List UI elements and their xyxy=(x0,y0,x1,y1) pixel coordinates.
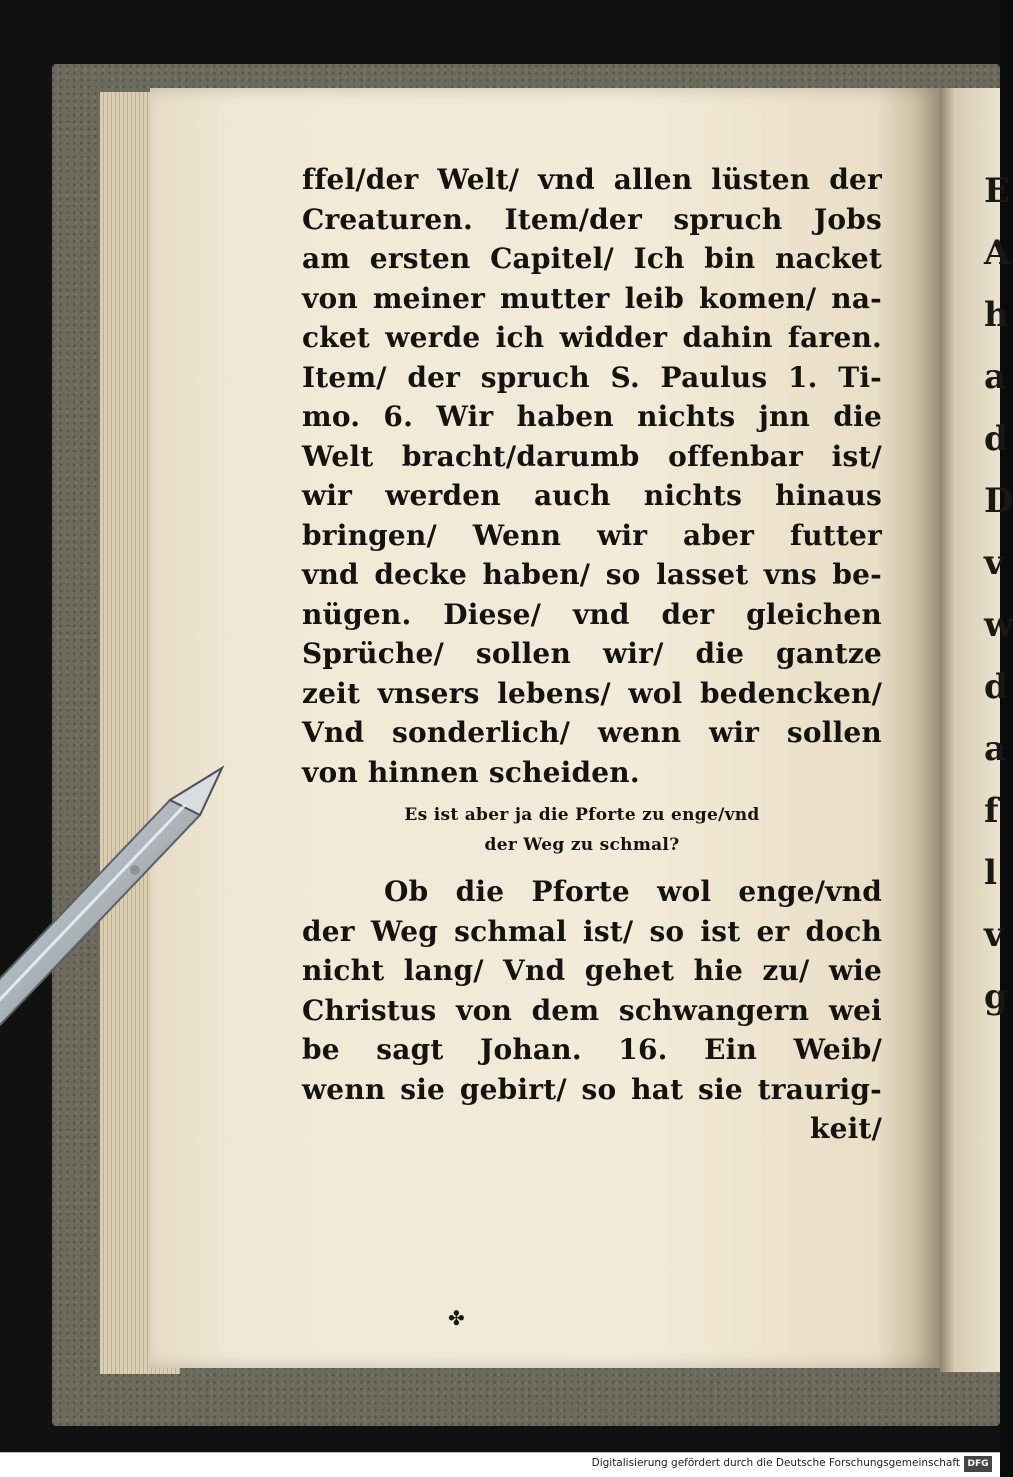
catchword: keit/ xyxy=(809,1112,882,1145)
text-line: vnd decke haben/ so lasset vns be- xyxy=(302,558,882,591)
text-line: am ersten Capitel/ Ich bin nacket xyxy=(302,242,882,275)
text-line: wenn sie gebirt/ so hat sie traurig- xyxy=(302,1072,882,1106)
text-line: von meiner mutter leib komen/ na- xyxy=(302,281,882,315)
funding-credit: Digitalisierung gefördert durch die Deutsche Forschungsgemeinschaft xyxy=(591,1457,960,1469)
text-line: bringen/ Wenn wir aber futter xyxy=(302,518,882,552)
heading-line: Es ist aber ja die Pforte zu enge/vnd xyxy=(404,805,760,825)
text-line: zeit vnsers lebens/ wol bedencken/ xyxy=(302,676,882,710)
text-line: Christus von dem schwangern wei xyxy=(302,993,882,1027)
text-line: Creaturen. Item/der spruch Jobs xyxy=(302,202,882,236)
text-line: be sagt Johan. 16. Ein Weib/ xyxy=(302,1033,882,1066)
text-line: wir werden auch nichts hinaus xyxy=(302,479,882,512)
text-line: Ob die Pforte wol enge/vnd xyxy=(384,875,882,908)
text-line: Welt bracht/darumb offenbar ist/ xyxy=(302,439,882,473)
text-line: nügen. Diese/ vnd der gleichen xyxy=(302,597,882,631)
text-line: Vnd sonderlich/ wenn wir sollen xyxy=(302,716,882,749)
ornament-icon: ✤ xyxy=(448,1306,465,1330)
footer-bar xyxy=(0,1452,1000,1477)
text-line: Sprüche/ sollen wir/ die gantze xyxy=(302,637,882,670)
page-text-block xyxy=(302,160,882,1149)
text-line: nicht lang/ Vnd gehet hie zu/ wie xyxy=(302,954,882,987)
text-line: der Weg schmal ist/ so ist er doch xyxy=(302,914,882,948)
text-line: mo. 6. Wir haben nichts jnn die xyxy=(302,400,882,433)
heading-line: der Weg zu schmal? xyxy=(484,835,680,855)
text-line-last: von hinnen scheiden. xyxy=(302,755,640,789)
facing-page-text: E A h a d D v w d a f l v g xyxy=(984,171,1013,1017)
text-line: ffel/der Welt/ vnd allen lüsten der xyxy=(302,163,882,196)
text-line: Item/ der spruch S. Paulus 1. Ti- xyxy=(302,360,882,394)
pen-pointer-icon xyxy=(0,760,250,1030)
section-heading xyxy=(302,800,862,860)
dfg-logo: DFG xyxy=(964,1456,992,1472)
text-line: cket werde ich widder dahin faren. xyxy=(302,321,882,354)
